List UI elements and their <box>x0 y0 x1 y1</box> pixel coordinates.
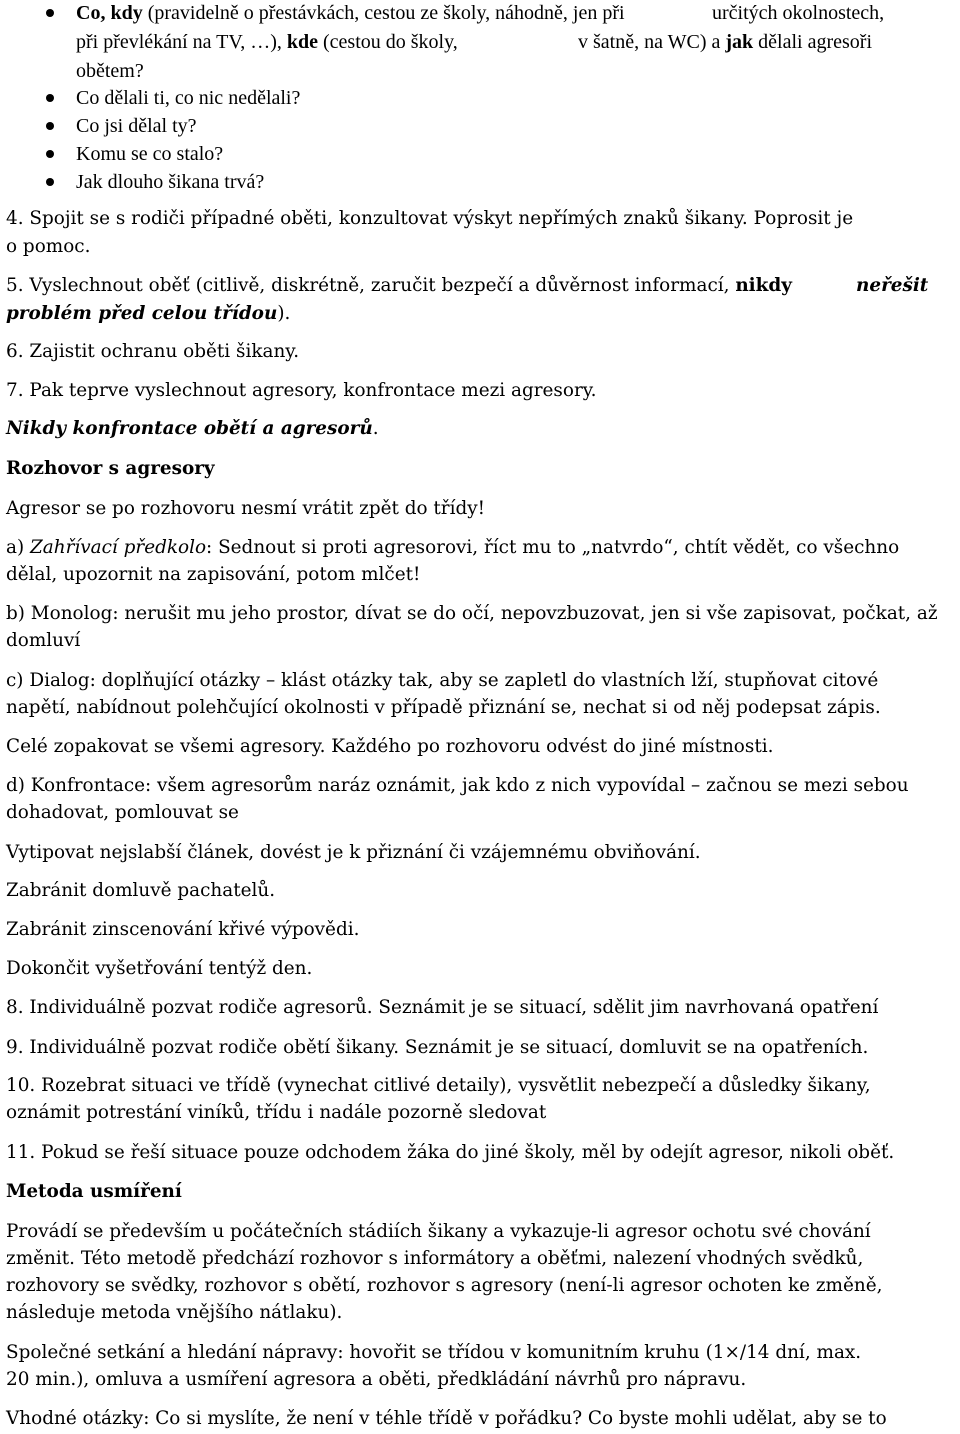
bullet-item-co-kdy: Co, kdy (pravidelně o přestávkách, cestou ze školy, náhodně, jen při <box>76 2 625 24</box>
rozhovor-b-line2: domluví <box>6 630 81 651</box>
bullet-icon <box>46 122 54 130</box>
rozhovor-d-line2: dohadovat, pomlouvat se <box>6 802 239 823</box>
rozhovor-a-line2: dělal, upozornit na zapisování, potom mlčet! <box>6 564 421 585</box>
step-5-line1: 5. Vyslechnout oběť (citlivě, diskrétně, zaručit bezpečí a důvěrnost informací, nikdy <box>6 275 792 296</box>
bullet-icon <box>46 178 54 186</box>
usmireni-p-line3: rozhovory se svědky, rozhovor s obětí, rozhovor s agresory (není-li agresor ochoten ke změně, <box>6 1275 883 1296</box>
step-10-line1: 10. Rozebrat situaci ve třídě (vynechat citlivé detaily), vysvětlit nebezpečí a důsledky šikany, <box>6 1075 871 1096</box>
step-9: 9. Individuálně pozvat rodiče obětí šikany. Seznámit je se situací, domluvit se na opatřeních. <box>6 1037 869 1058</box>
step-7-note: Nikdy konfrontace obětí a agresorů. <box>6 418 379 439</box>
bullet-icon <box>46 9 54 17</box>
bullet-icon <box>46 150 54 158</box>
bullet-item-nicnedelali: Co dělali ti, co nic nedělali? <box>76 87 301 109</box>
rozhovor-dokoncit: Dokončit vyšetřování tentýž den. <box>6 958 313 979</box>
rozhovor-zabranit-2: Zabránit zinscenování křivé výpovědi. <box>6 919 360 940</box>
step-4-line1: 4. Spojit se s rodiči případné oběti, konzultovat výskyt nepřímých znaků šikany. Poprosit je <box>6 208 854 229</box>
bullet-item-jak-dlouho: Jak dlouho šikana trvá? <box>76 171 265 193</box>
step-5-neresit: neřešit <box>856 275 929 296</box>
rozhovor-d-line1: d) Konfrontace: všem agresorům naráz oznámit, jak kdo z nich vypovídal – začnou se mezi sebou <box>6 775 909 796</box>
bullet-item-co-kdy-line2: při převlékání na TV, …), kde (cestou do školy, <box>76 31 458 53</box>
section-heading-usmireni: Metoda usmíření <box>6 1181 182 1202</box>
rozhovor-cele: Celé zopakovat se všemi agresory. Každého po rozhovoru odvést do jiné místnosti. <box>6 736 774 757</box>
usmireni-p-line4: následuje metoda vnějšího nátlaku). <box>6 1302 343 1323</box>
step-11: 11. Pokud se řeší situace pouze odchodem žáka do jiné školy, měl by odejít agresor, nikoli oběť. <box>6 1142 895 1163</box>
rozhovor-a-line1: a) Zahřívací předkolo: Sednout si proti agresorovi, říct mu to „natvrdo“, chtít vědět, co všechno <box>6 537 900 558</box>
step-5-line2: problém před celou třídou). <box>6 303 291 324</box>
bullet-item-ty: Co jsi dělal ty? <box>76 115 197 137</box>
bullet-item-komu: Komu se co stalo? <box>76 143 224 165</box>
bullet-icon <box>46 94 54 102</box>
bullet-item-co-kdy-cont: určitých okolnostech, <box>712 2 885 24</box>
usmireni-p-line2: změnit. Této metodě předchází rozhovor s informátory a oběťmi, nalezení vhodných svědků, <box>6 1248 864 1269</box>
rozhovor-c-line1: c) Dialog: doplňující otázky – klást otázky tak, aby se zapletl do vlastních lží, stupňovat citové <box>6 670 879 691</box>
rozhovor-zabranit-1: Zabránit domluvě pachatelů. <box>6 880 276 901</box>
section-heading-rozhovor: Rozhovor s agresory <box>6 458 215 479</box>
usmireni-q-line2: 20 min.), omluva a usmíření agresora a oběti, předkládání návrhů pro nápravu. <box>6 1369 747 1390</box>
rozhovor-vytipovat: Vytipovat nejslabší článek, dovést je k přiznání či vzájemnému obviňování. <box>6 842 701 863</box>
step-4-line2: o pomoc. <box>6 236 91 257</box>
rozhovor-c-line2: napětí, nabídnout polehčující okolnosti v případě přiznání se, nechat si od něj podepsat zápis. <box>6 697 881 718</box>
usmireni-q-line1: Společné setkání a hledání nápravy: hovořit se třídou v komunitním kruhu (1×/14 dní, max. <box>6 1342 862 1363</box>
rozhovor-b-line1: b) Monolog: nerušit mu jeho prostor, dívat se do očí, nepovzbuzovat, jen si vše zapisovat, počkat, až <box>6 603 938 624</box>
step-6: 6. Zajistit ochranu oběti šikany. <box>6 341 300 362</box>
step-10-line2: oznámit potrestání viníků, třídu i nadále pozorně sledovat <box>6 1102 547 1123</box>
bullet-item-co-kdy-line3: obětem? <box>76 60 144 82</box>
step-8: 8. Individuálně pozvat rodiče agresorů. Seznámit je se situací, sdělit jim navrhovaná opatření <box>6 997 879 1018</box>
rozhovor-p1: Agresor se po rozhovoru nesmí vrátit zpět do třídy! <box>6 498 486 519</box>
usmireni-p-line1: Provádí se především u počátečních stádiích šikany a vykazuje-li agresor ochotu své chování <box>6 1221 871 1242</box>
bullet-item-co-kdy-line2b: v šatně, na WC) a jak dělali agresoři <box>578 31 873 53</box>
step-7: 7. Pak teprve vyslechnout agresory, konfrontace mezi agresory. <box>6 380 597 401</box>
usmireni-r-line1: Vhodné otázky: Co si myslíte, že není v téhle třídě v pořádku? Co byste mohli udělat, aby se to <box>6 1408 887 1429</box>
